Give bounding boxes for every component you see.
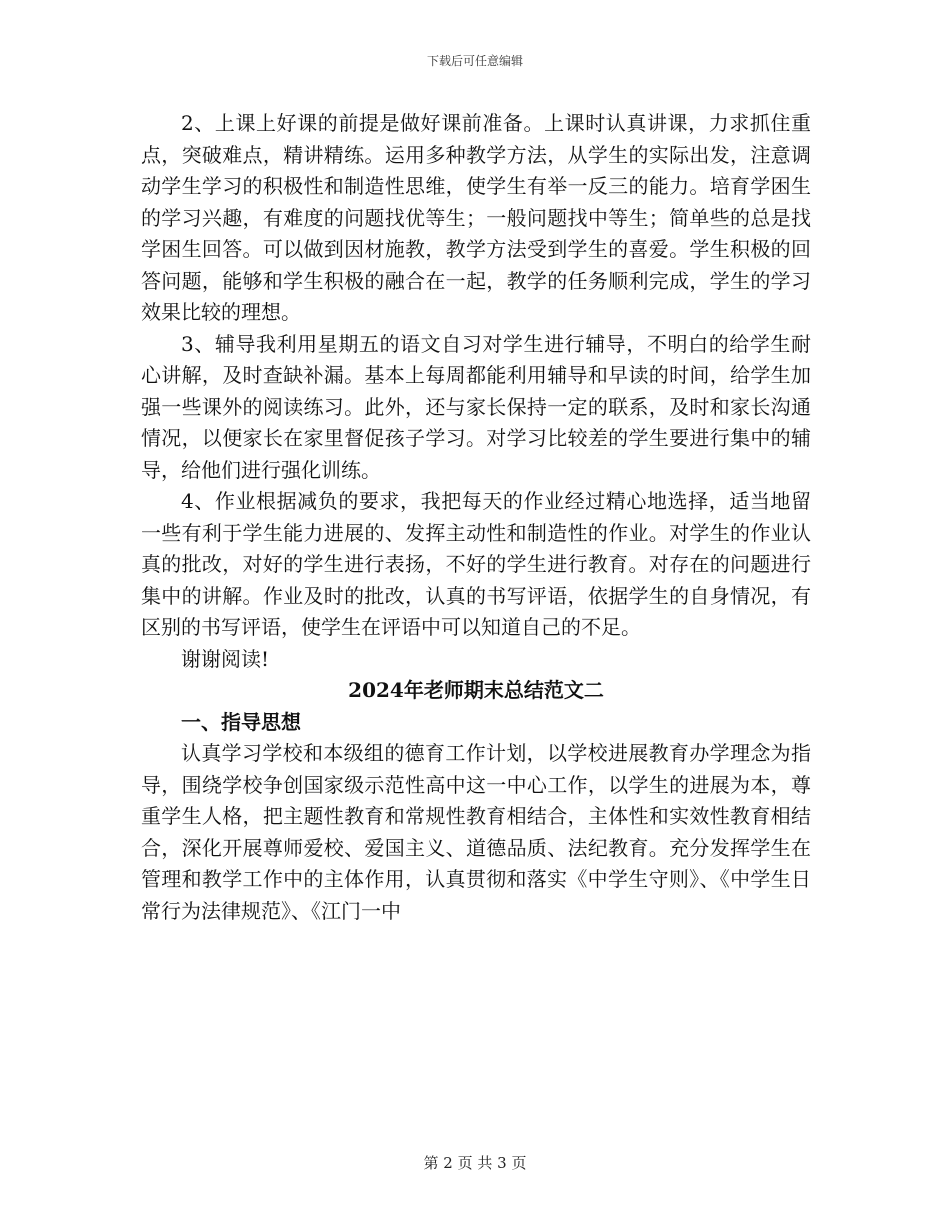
page-footer: 第 2 页 共 3 页 bbox=[423, 1154, 527, 1172]
page-header: 下载后可任意编辑 bbox=[426, 54, 523, 68]
document-body bbox=[141, 108, 811, 927]
paragraph-2: 2、上课上好课的前提是做好课前准备。上课时认真讲课，力求抓住重点，突破难点，精讲精练。运用多种教学方法，从学生的实际出发，注意调动学生学习的积极性和制造性思维，使学生有举一反三的能力。培育学困生的学习兴趣，有难度的问题找优等生；一般问题找中等生；简单些的总是找学困生回答。可以做到因材施教，教学方法受到学生的喜爱。学生积极的回答问题，能够和学生积极的融合在一起，教学的任务顺利完成，学生的学习效果比较的理想。 bbox=[141, 111, 811, 324]
closing-thanks: 谢谢阅读! bbox=[181, 646, 270, 671]
section-body: 认真学习学校和本级组的德育工作计划，以学校进展教育办学理念为指导，围绕学校争创国家级示范性高中这一中心工作，以学生的进展为本，尊重学生人格，把主题性教育和常规性教育相结合，主体性和实效性教育相结合，深化开展尊师爱校、爱国主义、道德品质、法纪教育。充分发挥学生在管理和教学工作中的主体作用，认真贯彻和落实《中学生守则》、《中学生日常行为法律规范》、《江门一中 bbox=[141, 741, 811, 923]
paragraph-4: 4、作业根据减负的要求，我把每天的作业经过精心地选择，适当地留一些有利于学生能力进展的、发挥主动性和制造性的作业。对学生的作业认真的批改，对好的学生进行表扬，不好的学生进行教育。对存在的问题进行集中的讲解。作业及时的批改，认真的书写评语，依据学生的自身情况，有区别的书写评语，使学生在评语中可以知道自己的不足。 bbox=[141, 489, 811, 639]
document-title: 2024年老师期末总结范文二 bbox=[348, 678, 604, 702]
paragraph-3: 3、辅导我利用星期五的语文自习对学生进行辅导，不明白的给学生耐心讲解，及时查缺补漏。基本上每周都能利用辅导和早读的时间，给学生加强一些课外的阅读练习。此外，还与家长保持一定的联系，及时和家长沟通情况，以便家长在家里督促孩子学习。对学习比较差的学生要进行集中的辅导，给他们进行强化训练。 bbox=[141, 331, 811, 482]
section-heading: 一、指导思想 bbox=[181, 709, 301, 734]
